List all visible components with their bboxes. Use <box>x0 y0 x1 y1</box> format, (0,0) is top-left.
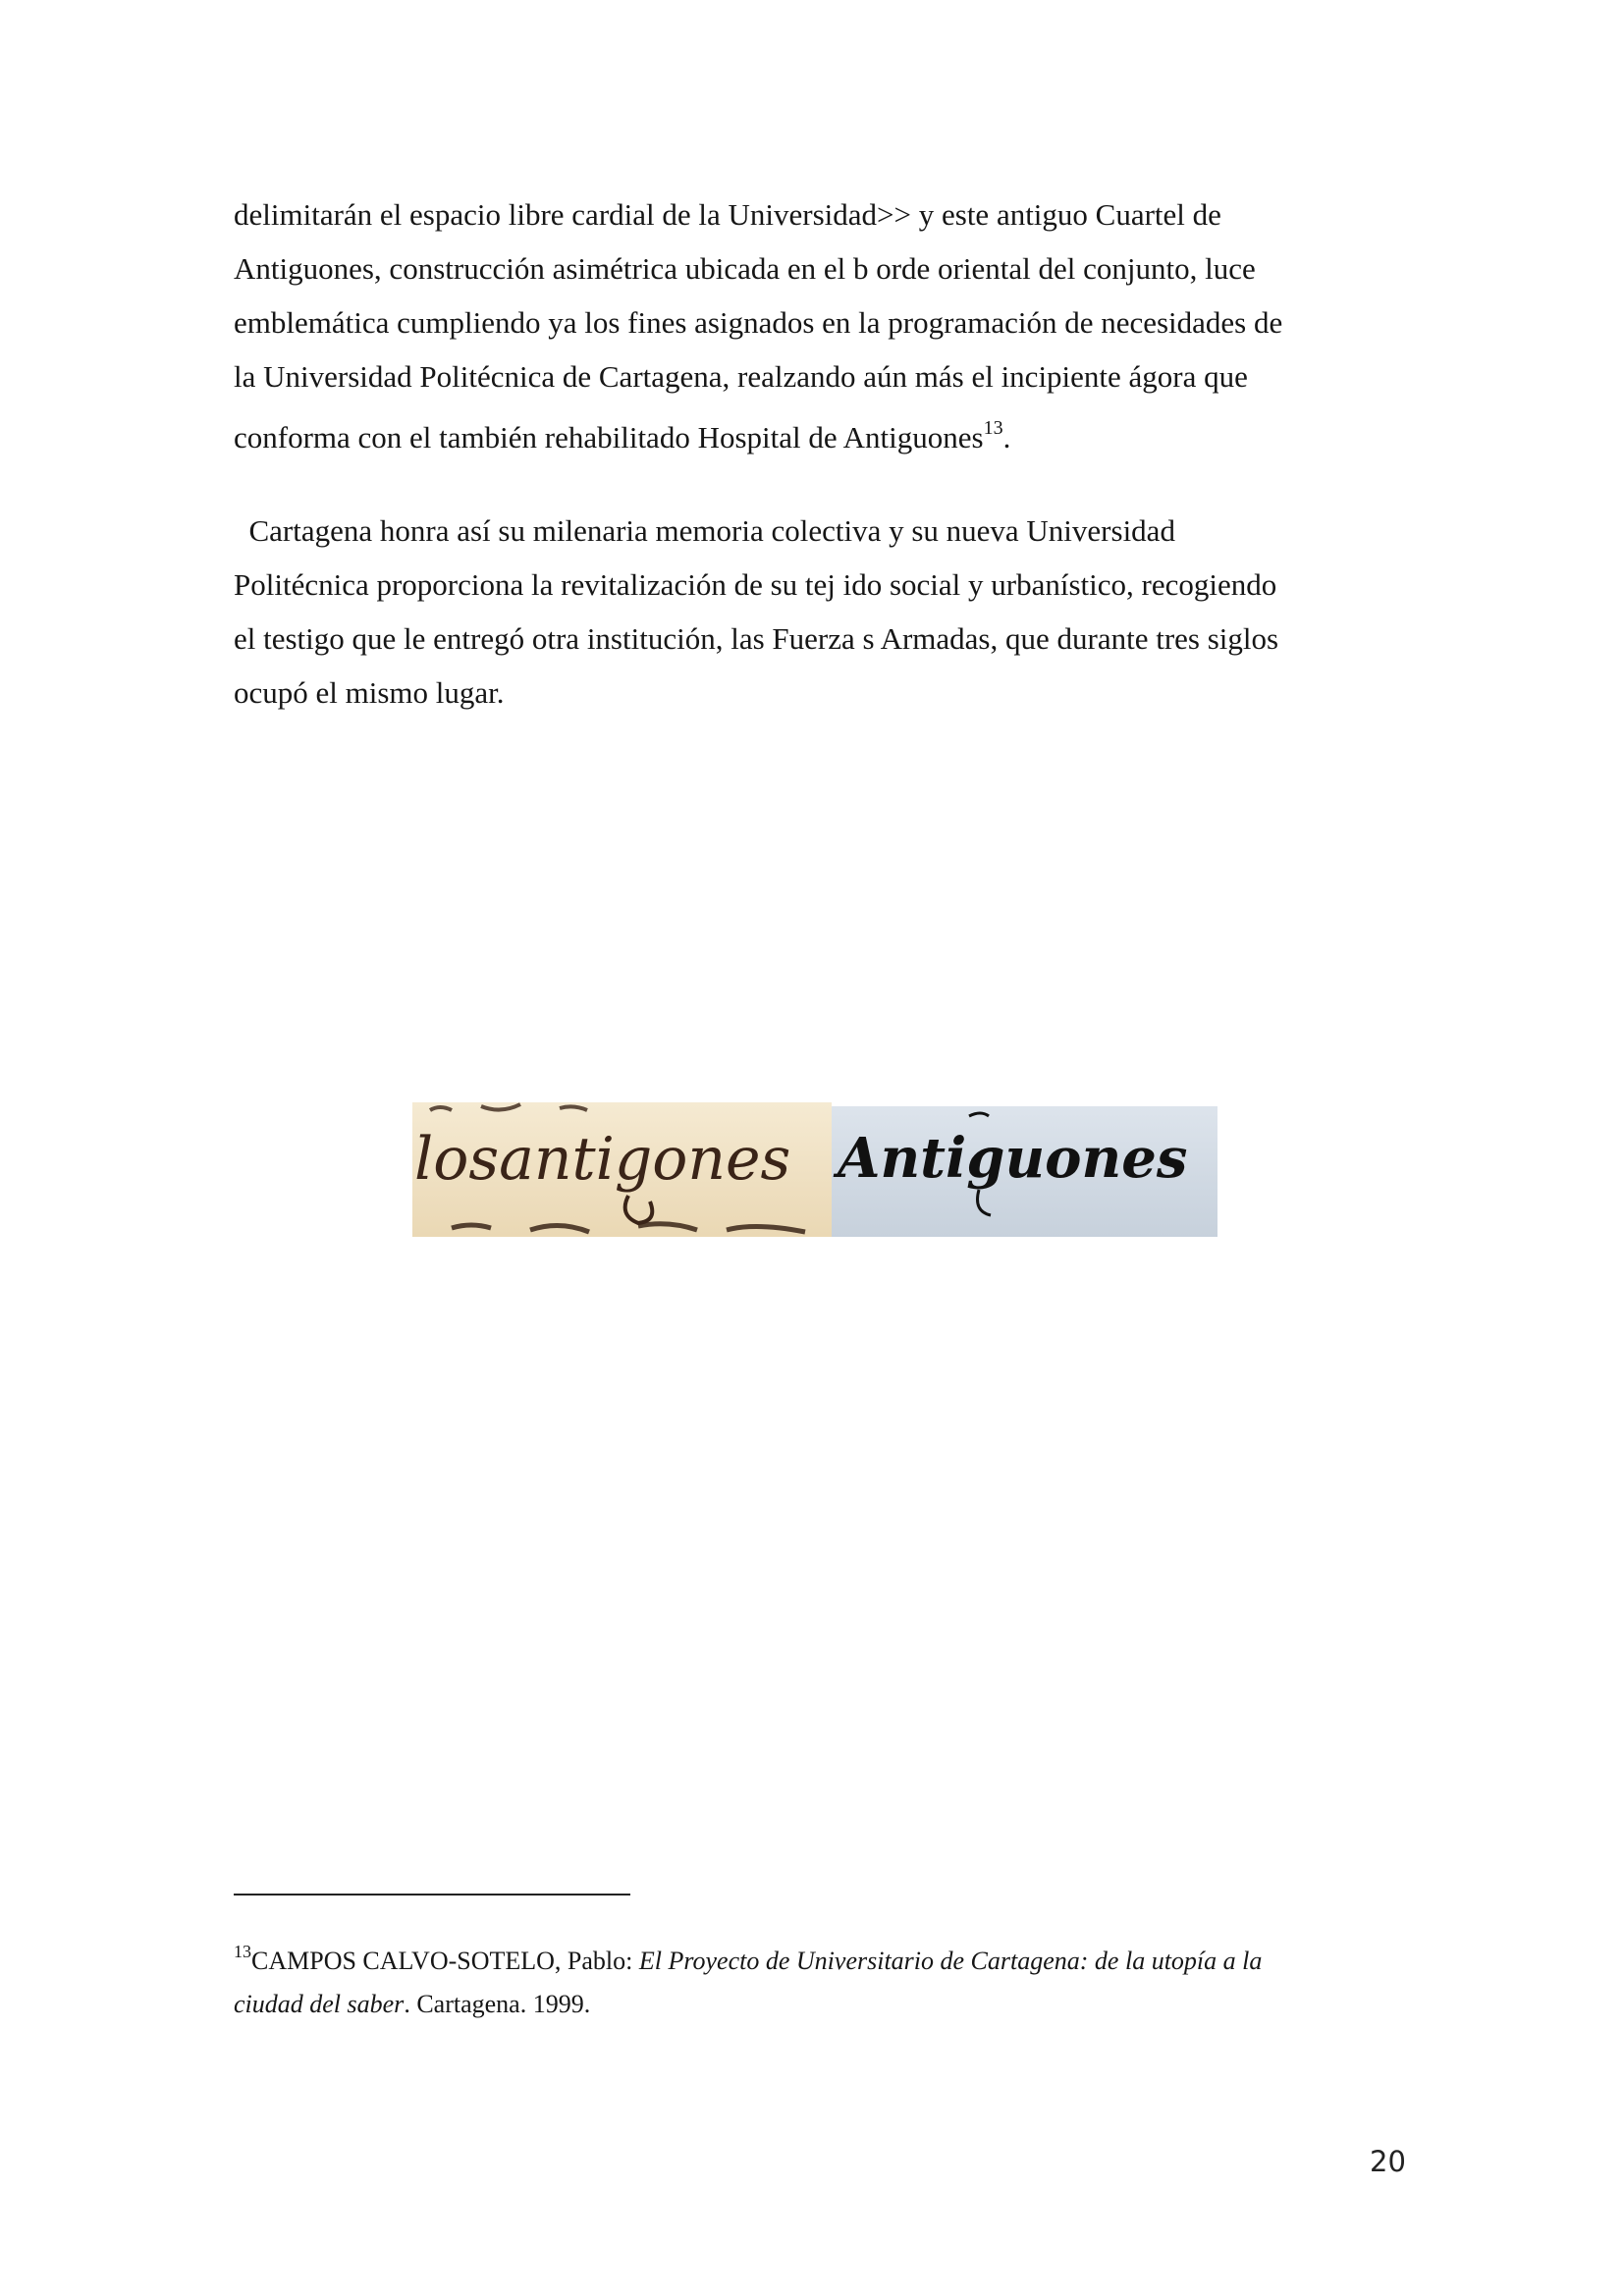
footnote-number: 13 <box>234 1942 251 1961</box>
handwriting-right-illustration <box>832 1106 1217 1237</box>
handwriting-figure <box>412 1102 1217 1237</box>
footnote-divider <box>234 1894 630 1896</box>
end-punctuation: . <box>1002 420 1011 454</box>
footnote <box>234 1940 1412 2026</box>
handwriting-sample-left <box>412 1102 832 1237</box>
footnote-reference[interactable]: 13 <box>983 417 1003 439</box>
handwriting-left-text: losantigones <box>414 1125 791 1194</box>
text-line: la Universidad Politécnica de Cartagena, realzando aún más el incipiente ágora que <box>234 359 1248 394</box>
footnote-line-1 <box>234 1940 1412 1983</box>
text-line: Cartagena honra así su milenaria memoria colectiva y su nueva Universidad <box>234 513 1175 548</box>
text-line: Politécnica proporciona la revitalización de su tej ido social y urbanístico, recogiendo <box>234 567 1277 602</box>
footnote-tail: . Cartagena. 1999. <box>404 1990 591 2018</box>
text-line: emblemática cumpliendo ya los fines asignados en la programación de necesidades de <box>234 305 1283 340</box>
handwriting-sample-right <box>832 1106 1217 1237</box>
body-paragraph-1 <box>234 187 1392 472</box>
footnote-title-part-2: ciudad del saber <box>234 1990 405 2018</box>
handwriting-right-text: Antiguones <box>838 1126 1188 1191</box>
text-line: el testigo que le entregó otra institución, las Fuerza s Armadas, que durante tres siglos <box>234 621 1279 656</box>
handwriting-left-illustration <box>412 1102 832 1237</box>
text-line: ocupó el mismo lugar. <box>234 675 505 710</box>
footnote-title-part-1: El Proyecto de Universitario de Cartagena: de la utopía a la <box>638 1947 1263 1975</box>
text-line-content: conforma con el también rehabilitado Hospital de Antiguones <box>234 420 984 454</box>
footnote-line-2 <box>234 1983 1412 2026</box>
text-line: Antiguones, construcción asimétrica ubicada en el b orde oriental del conjunto, luce <box>234 251 1256 286</box>
page-number: 20 <box>1370 2145 1406 2178</box>
footnote-author: CAMPOS CALVO-SOTELO, Pablo: <box>251 1947 639 1975</box>
body-paragraph-2 <box>234 504 1392 720</box>
text-line: delimitarán el espacio libre cardial de la Universidad>> y este antiguo Cuartel de <box>234 197 1221 232</box>
text-line <box>234 403 1392 472</box>
